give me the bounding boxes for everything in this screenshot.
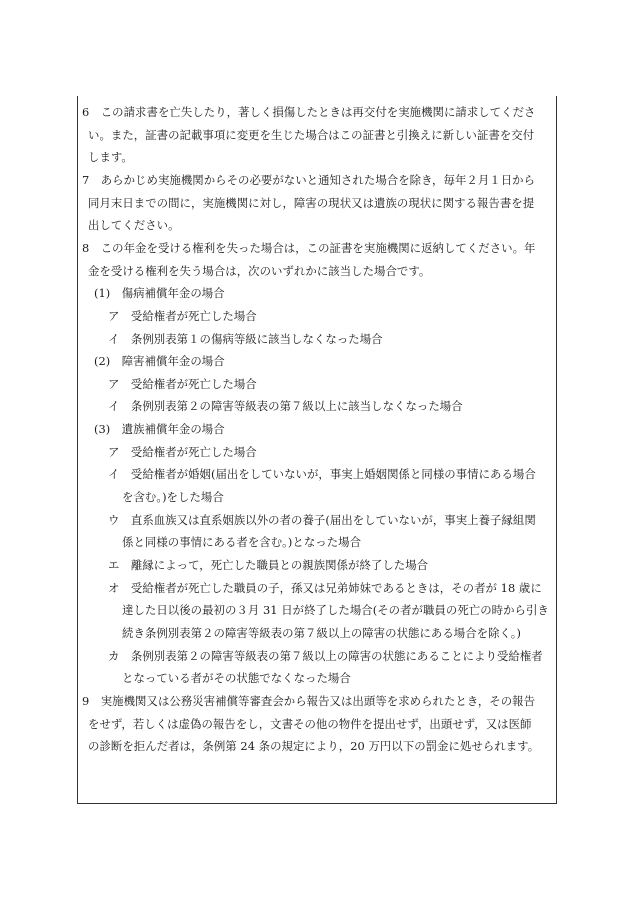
note-line: 8 この年金を受ける権利を失った場合は，この証書を実施機関に返納してください。年 <box>82 240 536 255</box>
note-line: 7 あらかじめ実施機関からその必要がないと通知された場合を除き，毎年２月１日から <box>82 172 536 187</box>
note-line: 係と同様の事情にある者を含む。)となった場合 <box>122 535 362 550</box>
note-line: カ 条例別表第２の障害等級表の第７級以上の障害の状態にあることにより受給権者 <box>108 648 543 663</box>
note-line: 9 実施機関又は公務災害補償等審査会から報告又は出頭等を求められたとき，その報告 <box>82 693 536 708</box>
note-line: ウ 直系血族又は直系姻族以外の者の養子(届出をしていないが，事実上養子縁組関 <box>108 512 536 527</box>
note-line: の診断を拒んだ者は，条例第 24 条の規定により，20 万円以下の罰金に処せられます。 <box>88 739 540 754</box>
note-line: (2) 障害補償年金の場合 <box>94 354 225 369</box>
notes-box <box>77 96 557 804</box>
note-line: (3) 遺族補償年金の場合 <box>94 422 225 437</box>
note-line: オ 受給権者が死亡した職員の子，孫又は兄弟姉妹であるときは，その者が 18 歳に <box>108 580 542 595</box>
note-line: となっている者がその状態でなくなった場合 <box>122 671 351 686</box>
note-line: 6 この請求書を亡失したり，著しく損傷したときは再交付を実施機関に請求してくださ <box>82 105 536 119</box>
note-line: 続き条例別表第２の障害等級表の第７級以上の障害の状態にある場合を除く。) <box>122 625 521 640</box>
note-line: ア 受給権者が死亡した場合 <box>108 376 257 391</box>
note-line: イ 条例別表第１の傷病等級に該当しなくなった場合 <box>108 331 383 346</box>
note-line: 金を受ける権利を失う場合は，次のいずれかに該当した場合です。 <box>88 263 431 278</box>
note-line: 出してください。 <box>88 218 180 233</box>
note-line: を含む。)をした場合 <box>122 490 224 505</box>
note-line: (1) 傷病補償年金の場合 <box>94 286 225 301</box>
note-line: ア 受給権者が死亡した場合 <box>108 444 257 459</box>
note-line: イ 条例別表第２の障害等級表の第７級以上に該当しなくなった場合 <box>108 399 463 414</box>
note-line: 達した日以後の最初の３月 31 日が終了した場合(その者が職員の死亡の時から引き <box>122 603 549 618</box>
note-line: します。 <box>88 150 133 165</box>
note-line: い。また，証書の記載事項に変更を生じた場合はこの証書と引換えに新しい証書を交付 <box>88 127 535 142</box>
note-line: エ 離縁によって，死亡した職員との親族関係が終了した場合 <box>108 558 429 572</box>
note-line: イ 受給権者が婚姻(届出をしていないが，事実上婚姻関係と同様の事情にある場合 <box>108 467 536 482</box>
note-line: をせず，若しくは虚偽の報告をし，文書その他の物件を提出せず，出頭せず，又は医師 <box>88 716 532 731</box>
note-line: ア 受給権者が死亡した場合 <box>108 308 257 323</box>
note-line: 同月末日までの間に，実施機関に対し，障害の現状又は遺族の現状に関する報告書を提 <box>88 195 535 210</box>
